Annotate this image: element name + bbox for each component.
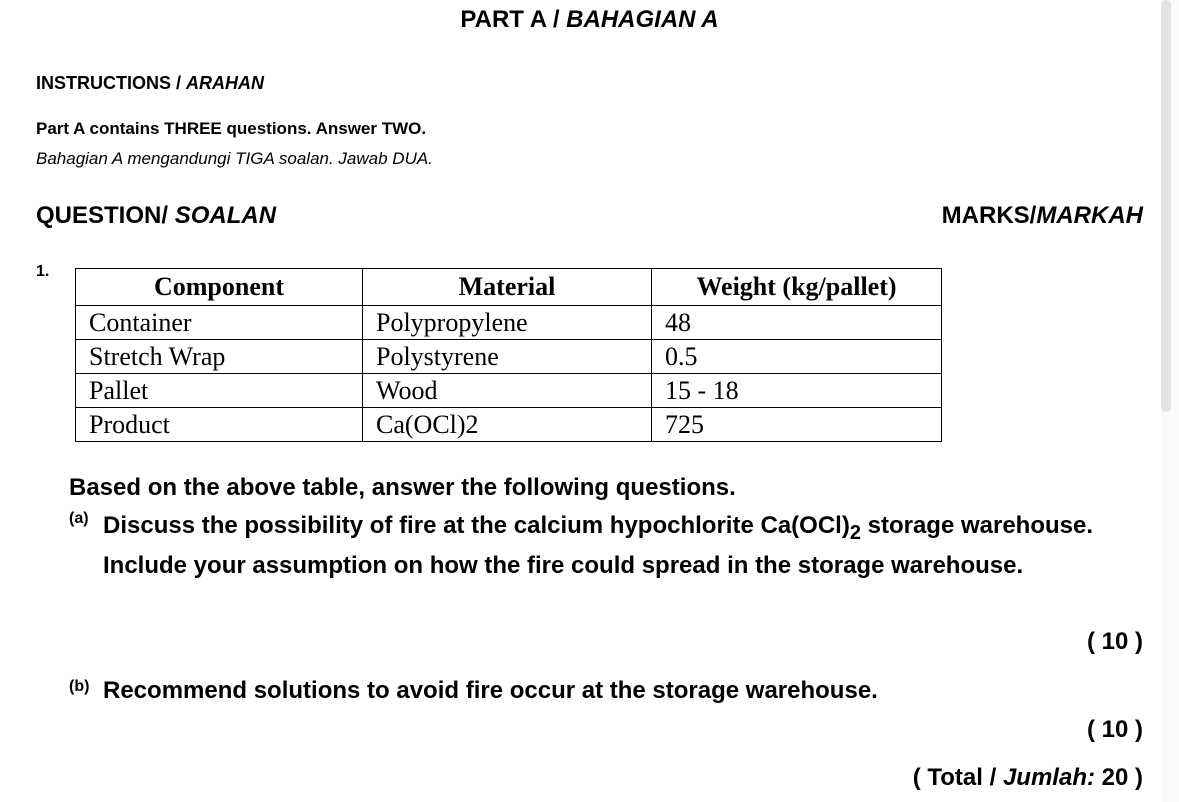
table-row — [76, 306, 942, 340]
table-header-cell: Component — [76, 269, 363, 306]
question-lead: Based on the above table, answer the following questions. — [69, 474, 736, 501]
part-a-text-end: storage warehouse. Include your assumption on how the fire could spread in the storage warehouse. — [103, 512, 1094, 579]
total-value: 20 ) — [1094, 764, 1143, 791]
part-a-text-start: Discuss the possibility of fire at the calcium hypochlorite Ca(OCl) — [103, 512, 850, 539]
table-cell: 48 — [652, 306, 942, 340]
marks-heading — [942, 202, 1143, 230]
table-cell: Polypropylene — [363, 306, 652, 340]
marks-heading-ms: MARKAH — [1036, 202, 1143, 229]
instruction-line-en: Part A contains THREE questions. Answer TWO. — [36, 119, 427, 138]
part-b-marks: ( 10 ) — [1086, 716, 1143, 743]
part-b-label: (b) — [69, 678, 90, 695]
table-cell: Polystyrene — [363, 340, 652, 374]
page-title — [0, 6, 1179, 34]
table-cell: Product — [76, 408, 363, 442]
table-cell: 0.5 — [652, 340, 942, 374]
part-a-question — [103, 506, 1143, 586]
part-a-marks: ( 10 ) — [1086, 628, 1143, 655]
question-heading-en: QUESTION/ — [36, 202, 175, 229]
total-label-ms: Jumlah: — [1002, 764, 1095, 791]
table-cell: Wood — [363, 374, 652, 408]
total-marks — [913, 764, 1143, 792]
part-b-question: Recommend solutions to avoid fire occur at the storage warehouse. — [103, 677, 878, 704]
instructions-heading-ms: ARAHAN — [186, 73, 265, 93]
table-row — [76, 408, 942, 442]
table-row — [76, 374, 942, 408]
table-cell: Pallet — [76, 374, 363, 408]
instructions-heading-en: INSTRUCTIONS / — [36, 73, 187, 93]
part-title-en: PART A / — [460, 6, 567, 33]
table-cell: Container — [76, 306, 363, 340]
question-heading-ms: SOALAN — [174, 202, 277, 229]
scrollbar-thumb[interactable] — [1161, 0, 1171, 412]
table-header-cell: Material — [363, 269, 652, 306]
table-header-cell: Weight (kg/pallet) — [652, 269, 942, 306]
component-table — [75, 268, 942, 442]
question-heading — [36, 202, 276, 230]
instruction-line-ms: Bahagian A mengandungi TIGA soalan. Jawab DUA. — [36, 149, 433, 168]
table-cell: Stretch Wrap — [76, 340, 363, 374]
instructions-heading — [36, 73, 264, 94]
table-header-row — [76, 269, 942, 306]
table-row — [76, 340, 942, 374]
total-prefix: ( Total / — [912, 764, 1003, 791]
question-number: 1. — [36, 263, 50, 280]
marks-heading-en: MARKS/ — [941, 202, 1037, 229]
part-title-ms: BAHAGIAN A — [566, 6, 719, 33]
table-cell: Ca(OCl)2 — [363, 408, 652, 442]
part-a-subscript: 2 — [849, 522, 861, 544]
table-cell: 15 - 18 — [652, 374, 942, 408]
table-cell: 725 — [652, 408, 942, 442]
part-a-label: (a) — [69, 510, 89, 527]
